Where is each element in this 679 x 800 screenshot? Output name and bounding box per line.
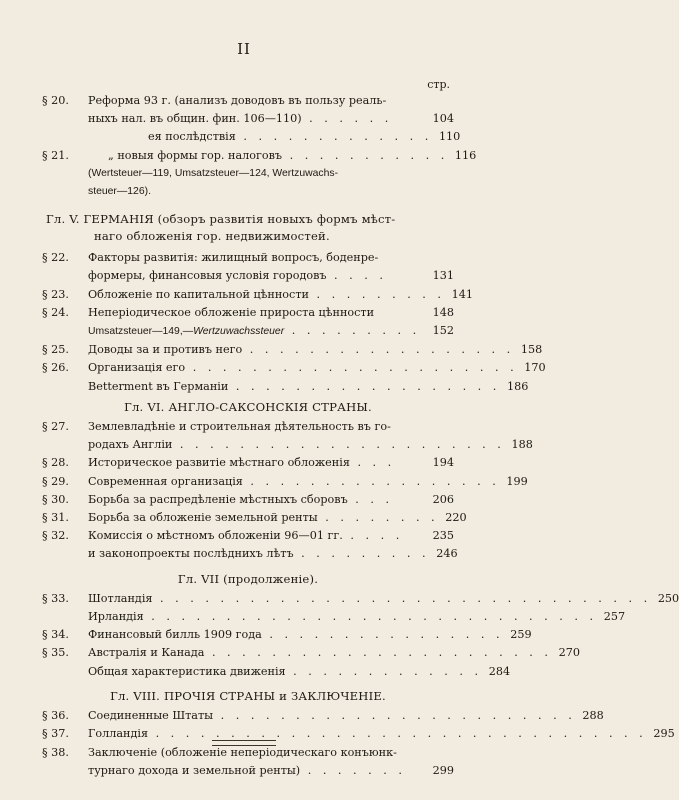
entry-title: формеры, финансовыя условія городовъ — [88, 269, 327, 283]
toc-entry: § 35. Австралія и Канада . . . . . . . . . . . . . . . . . . . . . . . 270 — [42, 644, 454, 662]
section-number: § 24. — [42, 305, 69, 319]
entry-title: Борьба за обложеніе земельной ренты — [88, 511, 318, 525]
toc-entry: и законопроекты послѣднихъ лѣтъ . . . . . . . . . 246 — [42, 545, 454, 563]
section-number: § 36. — [42, 709, 69, 723]
page-ref: 194 — [432, 456, 454, 470]
entry-title: Голландія — [88, 727, 149, 741]
page-ref: 259 — [510, 628, 532, 642]
toc-entry: Ирландія . . . . . . . . . . . . . . . . . . . . . . . . . . . . . . 257 — [42, 608, 454, 626]
page-ref: 170 — [524, 361, 546, 375]
entry-title: Комиссія о мѣстномъ обложеніи 96—01 гг. — [88, 529, 343, 543]
section-number: § 37. — [42, 727, 69, 741]
section-number: § 29. — [42, 474, 69, 488]
page-number-roman: II — [237, 40, 251, 58]
toc-entry-continuation: родахъ Англіи . . . . . . . . . . . . . . . . . . . . . . 188 — [42, 436, 454, 454]
entry-title: Факторы развитія: жилищный вопросъ, боденре- — [88, 251, 379, 265]
toc-entry: § 21. „ новыя формы гор. налоговъ . . . . . . . . . . . 116 — [42, 147, 454, 165]
page-ref: 246 — [436, 547, 458, 561]
entry-title: Соединенные Штаты — [88, 709, 214, 723]
entry-title: и законопроекты послѣднихъ лѣтъ — [88, 547, 294, 561]
section-number: § 30. — [42, 492, 69, 506]
entry-title: Историческое развитіе мѣстнаго обложенія — [88, 456, 350, 470]
toc-entry — [42, 744, 454, 762]
page-ref: 220 — [445, 511, 467, 525]
section-number: § 33. — [42, 591, 69, 605]
toc-entry: § 33. Шотландія . . . . . . . . . . . . . . . . . . . . . . . . . . . . . . . . . 250 — [42, 590, 454, 608]
page-ref: 104 — [432, 112, 454, 126]
page-ref: 270 — [558, 646, 580, 660]
entry-title: steuer—126). — [88, 186, 151, 198]
page-ref: 235 — [432, 529, 454, 543]
toc-entry: Betterment въ Германіи . . . . . . . . . . . . . . . . . . 186 — [42, 378, 454, 396]
toc-entry: § 32. Комиссія о мѣстномъ обложеніи 96—01 гг. . . . . 235 — [42, 527, 454, 545]
page-ref: 257 — [603, 610, 626, 624]
entry-title-italic: Wertzuwachssteuer — [193, 326, 285, 338]
toc-entry — [42, 92, 454, 110]
page-ref: 250 — [657, 591, 679, 605]
toc-entry-continuation — [42, 183, 454, 201]
section-number: § 32. — [42, 529, 69, 543]
toc-entry: § 37. Голландія . . . . . . . . . . . . . . . . . . . . . . . . . . . . . . . . . 295 — [42, 725, 454, 743]
entry-title: турнаго дохода и земельной ренты) — [88, 763, 301, 777]
page-ref: 186 — [507, 379, 529, 393]
toc-entry-continuation — [42, 165, 454, 183]
toc-entry — [42, 304, 454, 322]
section-number: § 28. — [42, 456, 69, 470]
closing-rule — [212, 740, 276, 746]
chapter-heading — [42, 211, 454, 245]
toc-entry: § 34. Финансовый билль 1909 года . . . . . . . . . . . . . . . . 259 — [42, 626, 454, 644]
toc-entry: § 26. Организація его . . . . . . . . . . . . . . . . . . . . . . 170 — [42, 359, 454, 377]
entry-title: Землевладѣніе и строительная дѣятельность въ го- — [88, 420, 391, 434]
entry-title: (Wertsteuer—119, Umsatzsteuer—124, Wertzuwachs- — [88, 167, 339, 179]
page-ref: 206 — [432, 492, 454, 506]
page-ref: 131 — [432, 269, 454, 283]
page-ref: 158 — [520, 343, 543, 357]
entry-title: Организація его — [88, 361, 186, 375]
page-ref: 110 — [438, 130, 461, 144]
entry-title: Борьба за распредѣленіе мѣстныхъ сборовъ — [88, 492, 348, 506]
page-ref: 199 — [506, 474, 528, 488]
chapter-heading: Гл. VII (продолженіе). — [177, 571, 319, 586]
toc-entry: § 23. Обложеніе по капитальной цѣнности . . . . . . . . . 141 — [42, 286, 454, 304]
entry-title: Ирландія — [88, 610, 144, 624]
entry-title: Общая характеристика движенія — [88, 664, 286, 678]
page-ref: 295 — [653, 727, 675, 741]
entry-title: Обложеніе по капитальной цѣнности — [88, 287, 309, 301]
toc-entry: § 29. Современная организація . . . . . . . . . . . . . . . . . 199 — [42, 473, 454, 491]
entry-title: Betterment въ Германіи — [88, 379, 229, 393]
toc-entry-continuation: турнаго дохода и земельной ренты) . . . . . . . 299 — [42, 762, 454, 780]
entry-title: Шотландія — [88, 591, 153, 605]
page-column-label: стр. — [427, 78, 450, 91]
page-ref: 116 — [454, 148, 477, 162]
entry-title: ея послѣдствія — [148, 130, 236, 144]
section-number: § 25. — [42, 343, 69, 357]
page-ref: 288 — [582, 709, 604, 723]
toc-entry: § 25. Доводы за и противъ него . . . . . . . . . . . . . . . . . . 158 — [42, 341, 454, 359]
toc-entry — [42, 418, 454, 436]
toc-entry-continuation: ныхъ нал. въ общин. фин. 106—110) . . . . . . 104 — [42, 110, 454, 128]
page-ref: 284 — [488, 664, 511, 678]
entry-title: Австралія и Канада — [88, 646, 205, 660]
toc-entry-continuation: формеры, финансовыя условія городовъ . . . . 131 — [42, 267, 454, 285]
chapter-heading: Гл. VI. АНГЛО-САКСОНСКІЯ СТРАНЫ. — [124, 399, 372, 414]
chapter-title-line: наго обложенія гор. недвижимостей. — [94, 229, 330, 244]
toc-entry: Общая характеристика движенія . . . . . . . . . . . . . 284 — [42, 663, 454, 681]
toc-entry — [42, 249, 454, 267]
section-number: § 22. — [42, 251, 69, 265]
chapter-heading: Гл. VIII. ПРОЧІЯ СТРАНЫ и ЗАКЛЮЧЕНІЕ. — [110, 688, 386, 703]
section-number: § 27. — [42, 420, 69, 434]
section-number: § 31. — [42, 511, 69, 525]
entry-title: Непеpіодическое обложеніе прироста цѣнности — [88, 305, 375, 319]
entry-title: Финансовый билль 1909 года — [88, 628, 262, 642]
entry-title: родахъ Англіи — [88, 438, 173, 452]
page-ref: 299 — [432, 763, 454, 777]
entry-title: Современная организація — [88, 474, 243, 488]
toc-entry-continuation: Umsatzsteuer—149,—Wertzuwachssteuer . . . . . . . . . 152 — [42, 322, 454, 341]
page-ref: 141 — [451, 287, 473, 301]
page-ref: 188 — [511, 438, 533, 452]
entry-title: Реформа 93 г. (анализъ доводовъ въ пользу реаль- — [88, 94, 387, 107]
entry-title: Доводы за и противъ него — [88, 343, 243, 357]
section-number: § 21. — [42, 148, 69, 162]
toc-entry: § 28. Историческое развитіе мѣстнаго обложенія . . . 194 — [42, 454, 454, 472]
section-number: § 20. — [42, 94, 69, 107]
entry-title: ныхъ нал. въ общин. фин. 106—110) — [88, 112, 302, 126]
section-number: § 38. — [42, 745, 69, 759]
section-number: § 26. — [42, 361, 69, 375]
toc-entry: § 36. Соединенные Штаты . . . . . . . . . . . . . . . . . . . . . . . . 288 — [42, 707, 454, 725]
toc-entry: § 31. Борьба за обложеніе земельной ренты . . . . . . . . 220 — [42, 509, 454, 527]
page-ref: 152 — [432, 324, 454, 338]
section-number: § 35. — [42, 646, 69, 660]
entry-title: „ новыя формы гор. налоговъ — [108, 148, 283, 162]
chapter-title-line: Гл. V. ГЕРМАНІЯ (обзоръ развитія новыхъ формъ мѣст- — [46, 212, 396, 227]
section-number: § 34. — [42, 628, 69, 642]
table-of-contents — [42, 92, 679, 780]
section-number: § 23. — [42, 287, 69, 301]
toc-entry: § 30. Борьба за распредѣленіе мѣстныхъ сборовъ . . . 206 — [42, 491, 454, 509]
entry-title: Заключеніе (обложеніе непеpіодическаго конъюнк- — [88, 745, 397, 759]
entry-title: Umsatzsteuer—149,— — [88, 326, 194, 338]
page-ref: 148 — [432, 305, 454, 319]
toc-entry: ея послѣдствія . . . . . . . . . . . . . 110 — [42, 128, 454, 146]
